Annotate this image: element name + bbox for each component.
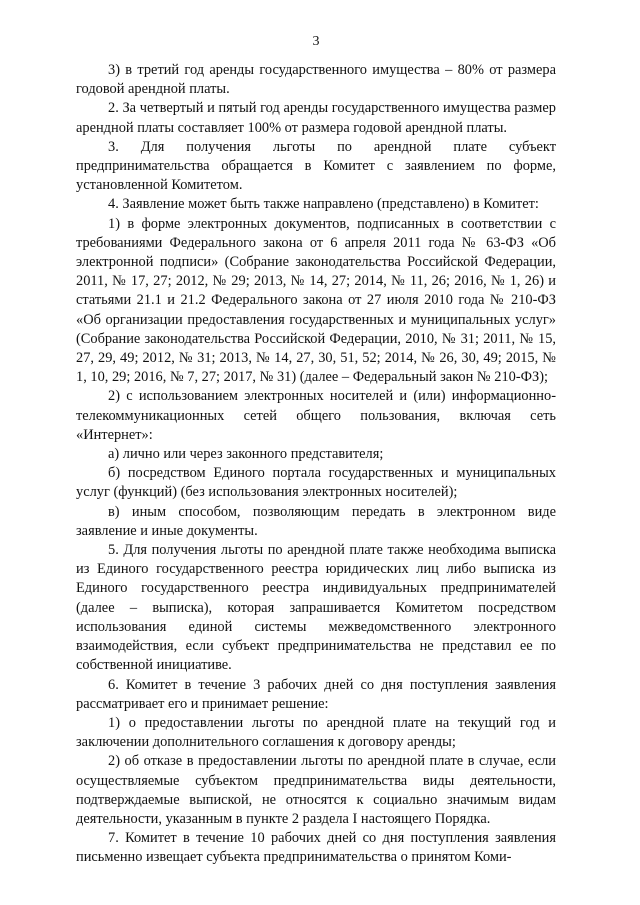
document-page (76, 32, 556, 868)
paragraph-7-notification: 7. Комитет в течение 10 рабочих дней со дня поступления заявления письменно извещает субъекта предпринимательства о принятом Коми- (76, 830, 556, 866)
paragraph-4-2-electronic-media: 2) с использованием электронных носителей и (или) информационно-телекоммуникационных сетей общего пользования, включая сеть «Интернет»: (76, 388, 556, 443)
paragraph-4-1-electronic-documents: 1) в форме электронных документов, подписанных в соответствии с требованиями Федерального закона от 6 апреля 2011 года № 63-ФЗ «Об электронной подписи» (Собрание законодательства Российской Федерации, 2011, № 17, 27; 2012, № 29; 2013, № 14, 27; 2014, № 11, 26; 2016, № 1, 26) и статьями 21.1 и 21.2 Федерального закона от 27 июля 2010 года № 210-ФЗ «Об организации предоставления государственных и муниципальных услуг» (Собрание законодательства Российской Федерации, 2010, № 31; 2011, № 15, 27, 29, 49; 2012, № 31; 2013, № 14, 27, 30, 51, 52; 2014, № 26, 30, 49; 2015, № 1, 10, 29; 2016, № 7, 27; 2017, № 31) (далее – Федеральный закон № 210-ФЗ); (76, 215, 556, 386)
paragraph-4-a-in-person: а) лично или через законного представителя; (108, 446, 384, 463)
paragraph-6-2-refusal: 2) об отказе в предоставлении льготы по арендной плате в случае, если осуществляемые субъектом предпринимательства виды деятельности, подтверждаемые выпиской, не относятся к социально значимым видам деятельности, указанным в пункте 2 раздела I настоящего Порядка. (76, 753, 556, 827)
paragraph-item-3-third-year: 3) в третий год аренды государственного имущества – 80% от размера годовой арендной платы. (76, 62, 556, 98)
paragraph-4-c-other-way: в) иным способом, позволяющим передать в электронном виде заявление и иные документы. (76, 503, 556, 539)
paragraph-5-extract: 5. Для получения льготы по арендной плате также необходима выписка из Единого государственного реестра юридических лиц либо выписка из Единого государственного реестра индивидуальных предпринимателей (далее – выписка), которая запрашивается Комитетом посредством использования единой системы межведомственного электронного взаимодействия, если субъект предпринимательства не представил ее по собственной инициативе. (76, 542, 556, 674)
paragraph-4-submission: 4. Заявление может быть также направлено (представлено) в Комитет: (108, 196, 539, 213)
paragraph-6-1-granting: 1) о предоставлении льготы по арендной плате на текущий год и заключении дополнительного соглашения к договору аренды; (76, 714, 556, 751)
paragraph-4-b-portal: б) посредством Единого портала государственных и муниципальных услуг (функций) (без использования электронных носителей); (76, 465, 556, 501)
paragraph-2-fourth-fifth-year: 2. За четвертый и пятый год аренды государственного имущества размер арендной платы составляет 100% от размера годовой арендной платы. (76, 100, 556, 136)
paragraph-3-application: 3. Для получения льготы по арендной плате субъект предпринимательства обращается в Комитет с заявлением по форме, установленной Комитетом. (76, 138, 556, 194)
page-number: 3 (312, 34, 320, 49)
paragraph-6-decision: 6. Комитет в течение 3 рабочих дней со дня поступления заявления рассматривает его и принимает решение: (76, 676, 556, 712)
